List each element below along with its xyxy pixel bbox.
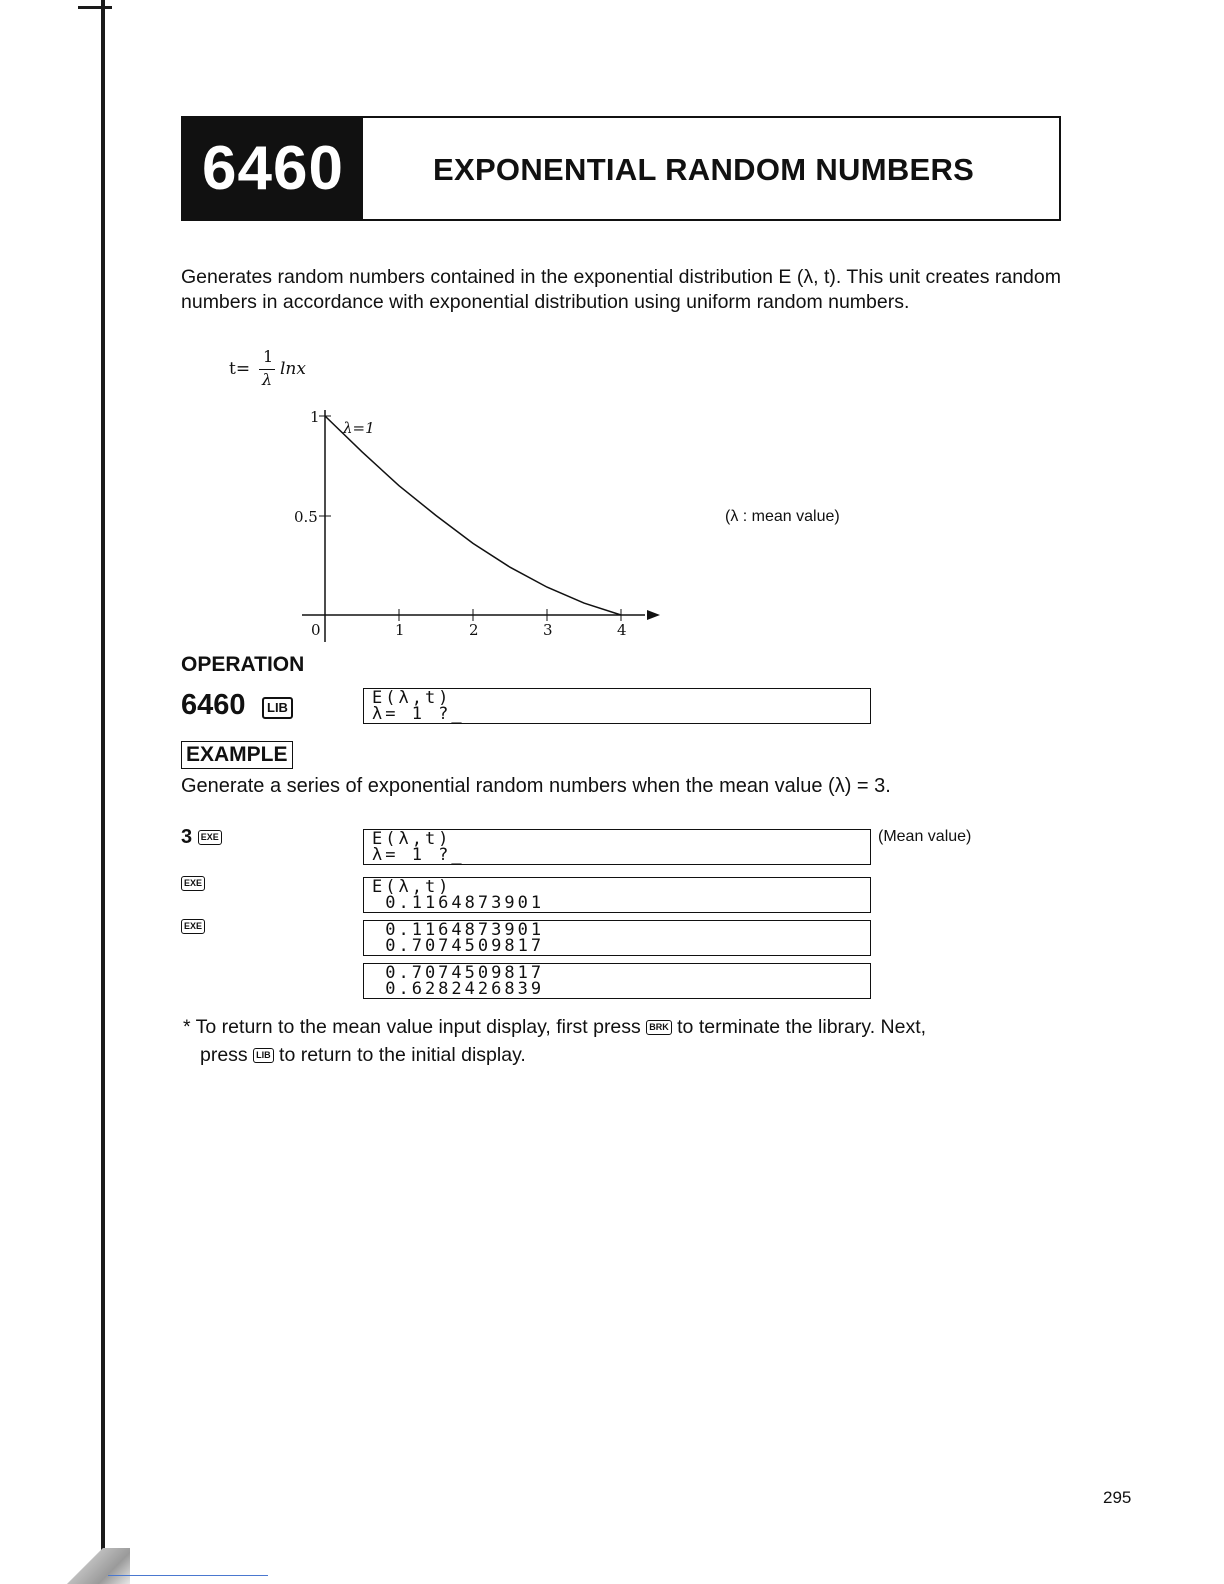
exponential-graph xyxy=(290,400,670,645)
x-tick-label: 3 xyxy=(543,621,553,639)
example-description: Generate a series of exponential random numbers when the mean value (λ) = 3. xyxy=(181,775,891,797)
page-number: 295 xyxy=(1103,1488,1132,1507)
example-heading: EXAMPLE xyxy=(181,741,293,769)
scan-edge-line xyxy=(108,1575,268,1576)
footnote-star: * xyxy=(183,1016,191,1038)
step-note: (Mean value) xyxy=(878,828,972,845)
footnote-text-3: press xyxy=(200,1044,248,1066)
x-tick-label: 4 xyxy=(617,621,627,639)
exe-key-icon: EXE xyxy=(181,919,205,934)
step-1-input: 3 xyxy=(181,826,193,848)
lib-key-icon: LIB xyxy=(253,1048,274,1063)
display-line-1: E(λ,t) xyxy=(372,688,452,708)
x-tick-label: 2 xyxy=(469,621,479,639)
title-banner xyxy=(181,116,1061,221)
display-line-2: λ= 1 ?_ xyxy=(372,845,465,865)
x-axis-arrow xyxy=(647,610,660,620)
formula-denominator: λ xyxy=(262,370,273,389)
step-input xyxy=(181,872,205,895)
step-input xyxy=(181,915,205,938)
formula-tail: lnx xyxy=(280,359,306,379)
example-display-4 xyxy=(363,963,871,999)
y-top-label: 1 xyxy=(310,408,320,426)
program-number: 6460 xyxy=(183,118,363,219)
exe-key-icon: EXE xyxy=(181,876,205,891)
binding-line xyxy=(101,0,105,1584)
exe-key-icon: EXE xyxy=(198,830,222,845)
formula-lhs: t= xyxy=(229,359,251,379)
binding-mark xyxy=(78,6,112,9)
example-display-3 xyxy=(363,920,871,956)
display-line-2: 0.7074509817 xyxy=(372,936,545,956)
display-line-2: 0.1164873901 xyxy=(372,893,545,913)
example-display-1 xyxy=(363,829,871,865)
page-title: EXPONENTIAL RANDOM NUMBERS xyxy=(433,152,975,187)
operation-heading: OPERATION xyxy=(181,653,305,676)
y-tick-label: 0.5 xyxy=(294,508,318,526)
operation-display xyxy=(363,688,871,724)
curve-lambda-1 xyxy=(325,416,621,615)
operation-code: 6460 xyxy=(181,689,246,721)
display-line-1: 0.7074509817 xyxy=(372,963,545,983)
x-tick-label: 1 xyxy=(395,621,405,639)
page-corner-shadow xyxy=(60,1548,130,1584)
display-line-1: E(λ,t) xyxy=(372,829,452,849)
footnote-text-4: to return to the initial display. xyxy=(279,1044,526,1066)
mean-value-note: (λ : mean value) xyxy=(725,508,840,525)
display-line-2: λ= 1 ?_ xyxy=(372,704,465,724)
example-display-2 xyxy=(363,877,871,913)
brk-key-icon: BRK xyxy=(646,1020,672,1035)
formula-numerator: 1 xyxy=(263,347,274,366)
display-line-1: E(λ,t) xyxy=(372,877,452,897)
footnote xyxy=(183,1013,1063,1069)
x-ticks xyxy=(395,609,627,639)
display-line-1: 0.1164873901 xyxy=(372,920,545,940)
intro-paragraph: Generates random numbers contained in the exponential distribution E (λ, t). This unit creates random numbers in accordance with exponential distribution using uniform random numbers. xyxy=(181,266,1061,313)
lib-key-icon: LIB xyxy=(262,697,293,719)
footnote-text-1: To return to the mean value input display, first press xyxy=(195,1016,641,1038)
origin-label: 0 xyxy=(311,621,321,639)
display-line-2: 0.6282426839 xyxy=(372,979,545,999)
step-input xyxy=(181,826,222,849)
curve-label: λ=1 xyxy=(343,419,375,437)
footnote-text-2: to terminate the library. Next, xyxy=(677,1016,927,1038)
